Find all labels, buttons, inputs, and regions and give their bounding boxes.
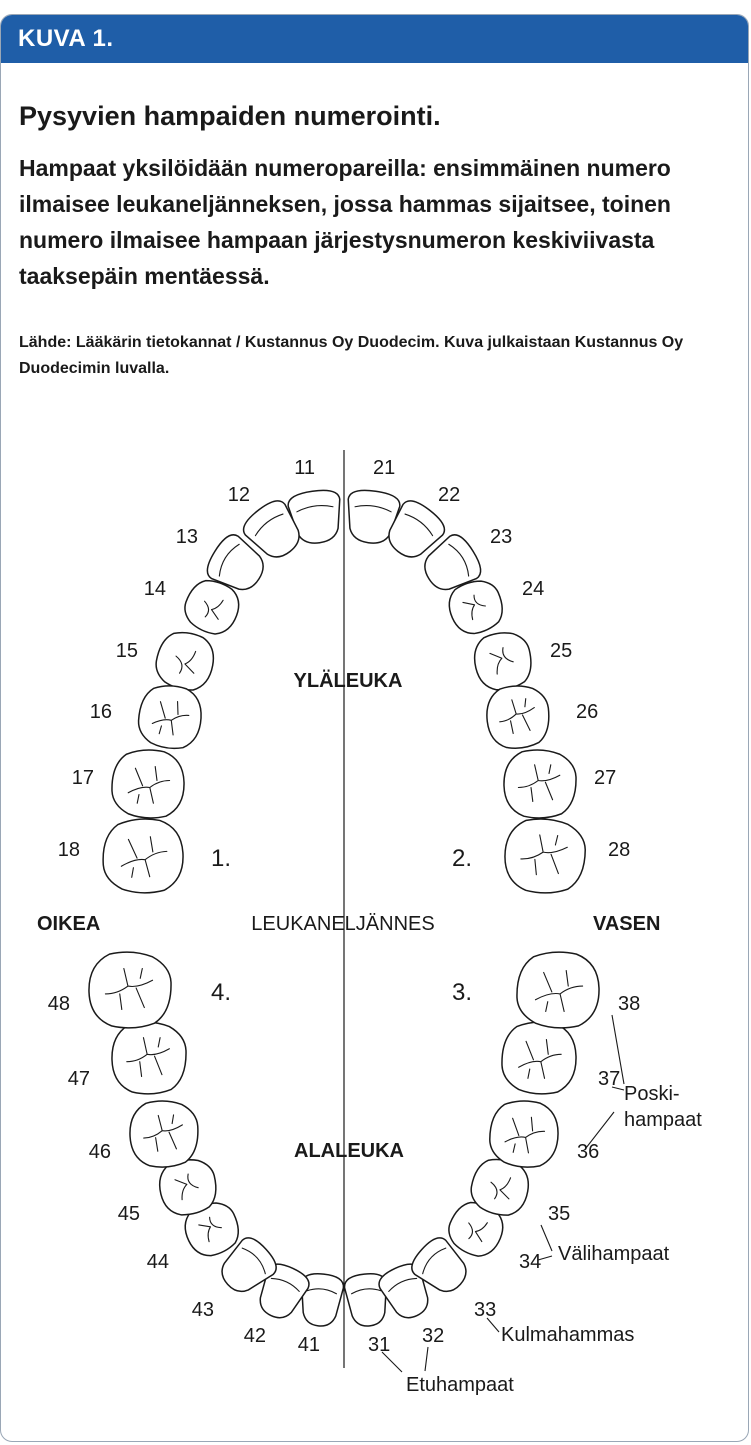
- tooth-47: [112, 1022, 186, 1094]
- tooth-28: [504, 818, 587, 895]
- figure-title: Pysyvien hampaiden numerointi.: [19, 101, 441, 131]
- right-side-label: OIKEA: [37, 913, 101, 935]
- tooth-27-outline: [504, 750, 576, 818]
- tooth-37: [502, 1022, 576, 1094]
- tooth-number-46: 46: [88, 1141, 111, 1163]
- tooth-36: [489, 1100, 559, 1168]
- tooth-36-outline: [489, 1100, 559, 1168]
- tooth-number-15: 15: [115, 640, 138, 662]
- figure-description: Hampaat yksilöidään numeropareilla: ensimmäinen numero ilmaisee leukaneljänneksen, jossa hammas sijaitsee, toinen numero ilmaisee hampaan järjestysnumeron keskiviivasta taaksepäin mentäessä.: [19, 155, 671, 289]
- incisors-label: Etuhampaat: [406, 1374, 514, 1396]
- tooth-number-42: 42: [243, 1325, 266, 1347]
- tooth-37-outline: [502, 1022, 576, 1094]
- tooth-number-43: 43: [191, 1299, 214, 1321]
- tooth-17-outline: [112, 750, 184, 818]
- tooth-48-outline: [89, 952, 171, 1028]
- lower-jaw-label: ALALEUKA: [294, 1140, 404, 1162]
- tooth-number-36: 36: [577, 1141, 600, 1163]
- tooth-18-outline: [102, 818, 185, 895]
- tooth-27: [504, 750, 576, 818]
- tooth-number-32: 32: [422, 1325, 445, 1347]
- molars-label-line1: Poski-: [624, 1083, 680, 1105]
- molars-label-line2: hampaat: [624, 1109, 702, 1131]
- tooth-number-25: 25: [550, 640, 573, 662]
- tooth-number-31: 31: [368, 1334, 391, 1356]
- tooth-number-34: 34: [519, 1251, 542, 1273]
- tooth-48: [89, 952, 171, 1028]
- tooth-number-33: 33: [474, 1299, 497, 1321]
- tooth-18: [102, 818, 185, 895]
- quadrant-label: LEUKANELJÄNNES: [251, 913, 435, 935]
- tooth-number-11: 11: [294, 457, 315, 479]
- tooth-26: [484, 683, 551, 750]
- tooth-number-21: 21: [373, 457, 396, 479]
- left-side-label: VASEN: [593, 913, 661, 935]
- tooth-number-24: 24: [522, 578, 545, 600]
- tooth-number-13: 13: [175, 526, 198, 548]
- tooth-25: [470, 628, 537, 695]
- tooth-number-27: 27: [594, 767, 617, 789]
- tooth-15-outline: [152, 628, 219, 695]
- tooth-17: [112, 750, 184, 818]
- figure-source: Lähde: Lääkärin tietokannat / Kustannus Oy Duodecim. Kuva julkaistaan Kustannus Oy Duodecimin luvalla.: [19, 334, 684, 377]
- tooth-number-17: 17: [71, 767, 94, 789]
- tooth-number-18: 18: [57, 839, 80, 861]
- quadrant-4-label: 4.: [211, 979, 232, 1006]
- quadrant-3-label: 3.: [452, 979, 473, 1006]
- tooth-38: [517, 952, 599, 1028]
- upper-jaw-label: YLÄLEUKA: [293, 670, 403, 692]
- tooth-16-outline: [136, 683, 203, 750]
- tooth-number-45: 45: [117, 1203, 140, 1225]
- tooth-16: [136, 683, 203, 750]
- quadrant-2-label: 2.: [452, 845, 473, 872]
- tooth-number-35: 35: [548, 1203, 571, 1225]
- premolars-label: Välihampaat: [558, 1243, 670, 1265]
- tooth-number-22: 22: [438, 484, 461, 506]
- tooth-number-47: 47: [67, 1068, 90, 1090]
- tooth-28-outline: [504, 818, 587, 895]
- tooth-number-14: 14: [143, 578, 166, 600]
- tooth-number-48: 48: [47, 993, 70, 1015]
- figure-header: KUVA 1.: [1, 15, 748, 63]
- tooth-38-outline: [517, 952, 599, 1028]
- tooth-46-outline: [129, 1100, 199, 1168]
- canine-label: Kulmahammas: [501, 1324, 635, 1346]
- tooth-number-12: 12: [227, 484, 250, 506]
- tooth-25-outline: [470, 628, 537, 695]
- quadrant-1-label: 1.: [211, 845, 232, 872]
- tooth-number-23: 23: [490, 526, 513, 548]
- tooth-number-37: 37: [598, 1068, 621, 1090]
- tooth-number-41: 41: [297, 1334, 320, 1356]
- tooth-47-outline: [112, 1022, 186, 1094]
- tooth-number-44: 44: [146, 1251, 169, 1273]
- tooth-number-16: 16: [89, 701, 112, 723]
- tooth-number-28: 28: [608, 839, 631, 861]
- tooth-15: [152, 628, 219, 695]
- tooth-number-26: 26: [576, 701, 599, 723]
- tooth-number-38: 38: [618, 993, 641, 1015]
- tooth-46: [129, 1100, 199, 1168]
- tooth-26-outline: [484, 683, 551, 750]
